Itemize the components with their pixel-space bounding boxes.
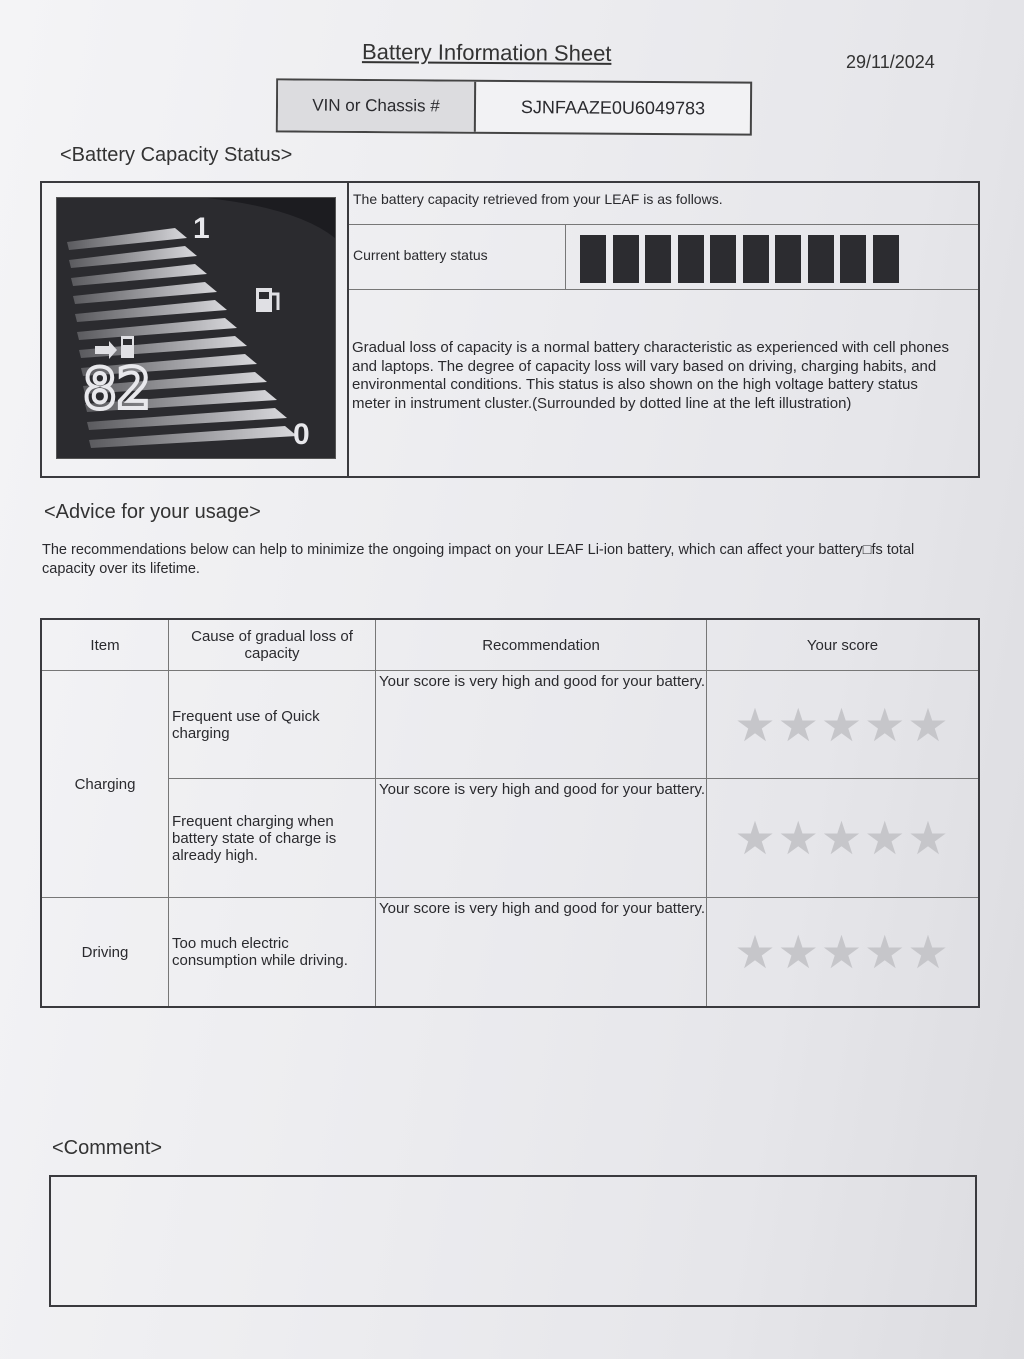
advice-heading: <Advice for your usage> [44, 501, 261, 523]
cause-cell: Too much electric consumption while driving. [169, 898, 376, 1007]
comment-box [49, 1175, 977, 1307]
group-driving: Driving [41, 898, 169, 1007]
gauge-top-label: 1 [193, 212, 210, 245]
gauge-graphic [57, 198, 335, 458]
capacity-status-box [40, 181, 980, 478]
star-icons: ★★★★★ [734, 926, 951, 979]
page-title: Battery Information Sheet [361, 39, 612, 66]
table-header-row [41, 619, 979, 671]
vin-value: SJNFAAZE0U6049783 [520, 96, 706, 118]
gauge-segment [77, 318, 237, 340]
capacity-description: Gradual loss of capacity is a normal battery characteristic as experienced with cell phones and laptops. The degree of capacity loss will vary based on driving, charging habits, and environmental conditions. This status is also shown on the high voltage battery status meter in instrument cluster.(Surrounded by dotted line at the left illustration) [352, 339, 949, 412]
status-label: Current battery status [353, 247, 488, 263]
capacity-bar [743, 235, 769, 283]
capacity-bar [873, 235, 899, 283]
battery-gauge-illustration [56, 197, 336, 459]
capacity-heading: <Battery Capacity Status> [60, 144, 293, 166]
star-icons: ★★★★★ [734, 698, 951, 751]
gauge-segment [71, 264, 207, 286]
group-charging: Charging [41, 671, 169, 898]
header-item: Item [41, 619, 169, 671]
star-rating [707, 779, 980, 898]
gauge-segment [69, 246, 197, 268]
capacity-status-row [349, 225, 978, 290]
fuel-pump-icon [256, 288, 278, 312]
gauge-segment [75, 300, 227, 322]
capacity-bar [840, 235, 866, 283]
gauge-reading: 82 [83, 357, 151, 422]
capacity-bar [808, 235, 834, 283]
header-score: Your score [707, 619, 980, 671]
capacity-bar [580, 235, 606, 283]
header-recommendation: Recommendation [376, 619, 707, 671]
recommendation-cell: Your score is very high and good for your battery. [376, 898, 707, 1007]
capacity-bar [613, 235, 639, 283]
table-row [41, 671, 979, 779]
vin-box [276, 78, 752, 135]
capacity-bar [678, 235, 704, 283]
gauge-segment [73, 282, 217, 304]
cause-cell: Frequent use of Quick charging [169, 671, 376, 779]
recommendation-cell: Your score is very high and good for your battery. [376, 671, 707, 779]
gauge-segment [67, 228, 187, 250]
vin-label: VIN or Chassis # [278, 80, 476, 131]
document-date: 29/11/2024 [846, 52, 935, 72]
header-cause: Cause of gradual loss of capacity [169, 619, 376, 671]
capacity-info [347, 183, 978, 476]
capacity-bar [710, 235, 736, 283]
capacity-bars [565, 225, 978, 289]
table-row [41, 779, 979, 898]
table-row [41, 898, 979, 1007]
advice-text: The recommendations below can help to minimize the ongoing impact on your LEAF Li-ion battery, which can affect your battery□fs total capacity over its lifetime. [42, 542, 915, 577]
gauge-bottom-label: 0 [293, 418, 310, 451]
cause-cell: Frequent charging when battery state of charge is already high. [169, 779, 376, 898]
recommendation-cell: Your score is very high and good for your battery. [376, 779, 707, 898]
gauge-segment [89, 426, 297, 448]
score-table [40, 618, 980, 1008]
capacity-bar [775, 235, 801, 283]
capacity-intro: The battery capacity retrieved from your LEAF is as follows. [349, 183, 978, 225]
comment-heading: <Comment> [52, 1137, 163, 1159]
capacity-bar [645, 235, 671, 283]
star-icons: ★★★★★ [734, 812, 951, 865]
star-rating [707, 671, 980, 779]
star-rating [707, 898, 980, 1007]
